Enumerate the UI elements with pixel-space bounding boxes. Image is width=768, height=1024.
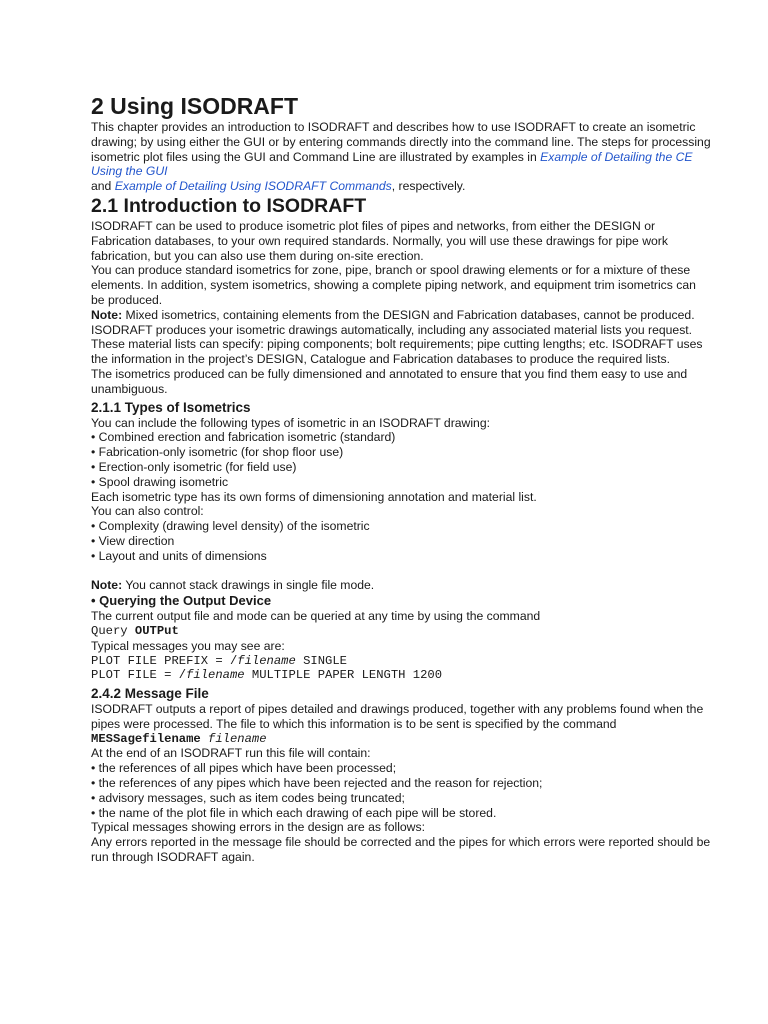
section-2-1-1-para-2: Each isometric type has its own forms of dimensioning annotation and material list.: [91, 489, 537, 504]
query-output-command: [91, 624, 711, 639]
link-detailing-commands[interactable]: Example of Detailing Using ISODRAFT Commands: [114, 179, 392, 194]
command-text: Query: [91, 623, 135, 638]
note-text: Mixed isometrics, containing elements from the DESIGN and Fabrication databases, cannot be produced.: [122, 307, 695, 322]
section-2-1-1-para-1: You can include the following types of isometric in an ISODRAFT drawing:: [91, 415, 491, 430]
list-item: • the name of the plot file in which each drawing of each pipe will be stored.: [91, 805, 497, 820]
list-item: • Spool drawing isometric: [91, 474, 229, 489]
message-file-contents-list: [91, 761, 711, 820]
link-detailing-gui[interactable]: Example of Detailing the CE Using the GUI: [91, 149, 693, 179]
command-variable: filename: [200, 731, 267, 746]
intro-and: and: [91, 179, 115, 194]
section-2-1-note: [91, 308, 711, 323]
section-2-1-para-4: The isometrics produced can be fully dimensioned and annotated to ensure that you find them easy to use and unambiguous.: [91, 366, 688, 396]
list-item: • the references of any pipes which have been rejected and the reason for rejection;: [91, 776, 543, 791]
list-item: • Complexity (drawing level density) of the isometric: [91, 519, 370, 534]
querying-output-heading: • Querying the Output Device: [91, 593, 272, 609]
section-2-1-1-note: [91, 578, 711, 593]
code-text: PLOT FILE = /: [91, 668, 187, 683]
section-2-4-2-para-4: Any errors reported in the message file should be corrected and the pipes for which errors were reported should be run through ISODRAFT again.: [91, 835, 711, 865]
section-2-1-1-para-3: You can also control:: [91, 504, 204, 519]
command-keyword: MESSagefilename: [91, 731, 201, 746]
section-2-1-para-3: ISODRAFT produces your isometric drawings automatically, including any associated material lists you request. These material lists can specify: piping components; bolt requirements; pipe cutting lengths; etc. ISODRAFT uses the information in the project’s DESIGN, Catalogue and Fabrication databases to produce the required lists.: [91, 322, 703, 367]
message-line-2: [91, 668, 711, 683]
section-2-4-2-heading: 2.4.2 Message File: [91, 686, 209, 702]
section-2-1-para-1: ISODRAFT can be used to produce isometric plot files of pipes and networks, from either the DESIGN or Fabrication databases, to your own required standards. Normally, you will use these drawings for pipe work fabrication, but you can also use them during on-site erection.: [91, 218, 668, 263]
section-2-1-heading: 2.1 Introduction to ISODRAFT: [91, 194, 367, 217]
list-item: • Fabrication-only isometric (for shop floor use): [91, 445, 344, 460]
section-2-1-para-2: You can produce standard isometrics for zone, pipe, branch or spool drawing elements or for a mixture of these elements. In addition, system isometrics, showing a complete piping network, and equipment trim isometrics can be produced.: [91, 263, 696, 307]
note-label: Note:: [91, 578, 123, 593]
querying-para-1: The current output file and mode can be queried at any time by using the command: [91, 609, 541, 624]
code-text: SINGLE: [295, 653, 347, 668]
section-2-4-2-para-3: Typical messages showing errors in the design are as follows:: [91, 820, 425, 835]
note-text: You cannot stack drawings in single file mode.: [122, 578, 375, 593]
list-item: • advisory messages, such as item codes being truncated;: [91, 790, 405, 805]
querying-para-2: Typical messages you may see are:: [91, 638, 285, 653]
list-item: • Erection-only isometric (for field use): [91, 459, 297, 474]
document-content: [91, 92, 711, 865]
code-text: PLOT FILE PREFIX = /: [91, 653, 238, 668]
list-item: • View direction: [91, 533, 175, 548]
code-variable: filename: [186, 668, 245, 683]
messagefile-command: [91, 732, 711, 747]
spacer: [91, 564, 711, 579]
list-item: • Layout and units of dimensions: [91, 548, 267, 563]
message-line-1: [91, 654, 711, 669]
intro-text: This chapter provides an introduction to ISODRAFT and describes how to use ISODRAFT to create an isometric drawing; by using either the GUI or by entering commands directly into the command line. The steps for processing isometric plot files using the GUI and Command Line are illustrated by examples in: [91, 120, 711, 164]
chapter-title: 2 Using ISODRAFT: [91, 93, 299, 119]
command-keyword: OUTPut: [134, 623, 179, 638]
section-2-1-1-heading: 2.1.1 Types of Isometrics: [91, 399, 251, 415]
section-2-4-2-para-1: ISODRAFT outputs a report of pipes detailed and drawings produced, together with any problems found when the pipes were processed. The file to which this information is to be sent is specified by the command: [91, 702, 704, 731]
intro-end: , respectively.: [391, 179, 466, 194]
isometric-types-list: [91, 430, 711, 489]
code-variable: filename: [237, 653, 296, 668]
section-2-4-2-para-2: At the end of an ISODRAFT run this file will contain:: [91, 746, 371, 761]
control-options-list: [91, 519, 711, 563]
list-item: • Combined erection and fabrication isometric (standard): [91, 430, 396, 445]
code-text: MULTIPLE PAPER LENGTH 1200: [244, 668, 443, 683]
chapter-intro: [91, 120, 711, 194]
list-item: • the references of all pipes which have been processed;: [91, 761, 397, 776]
note-label: Note:: [91, 307, 123, 322]
